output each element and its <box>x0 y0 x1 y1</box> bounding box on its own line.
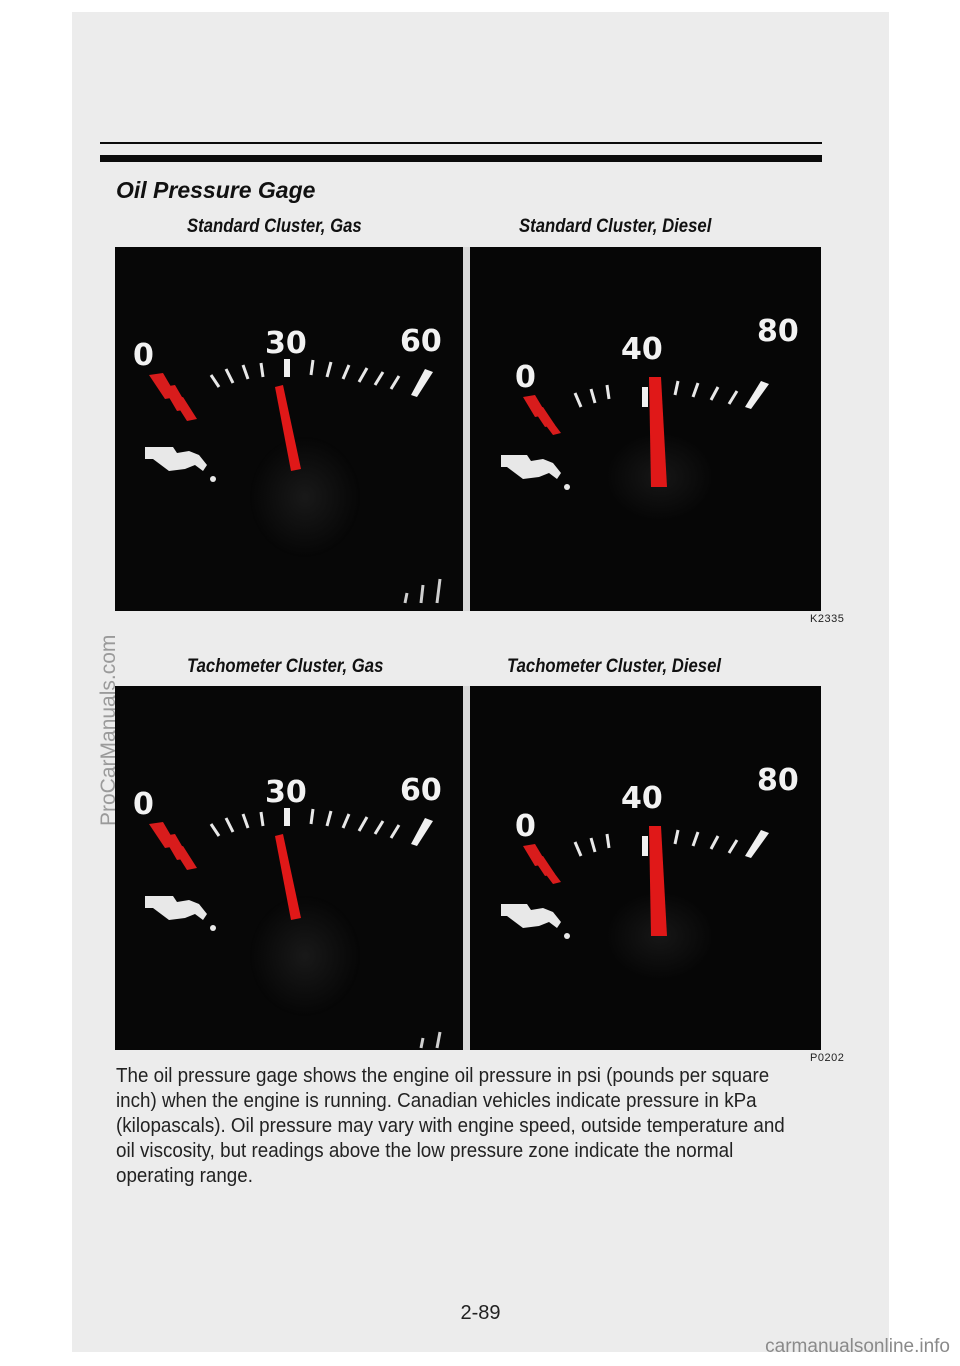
figure-code: P0202 <box>810 1052 845 1064</box>
panel-divider <box>463 686 470 1050</box>
gauge-label-mid: 40 <box>621 332 663 367</box>
page-number: 2-89 <box>460 1302 501 1324</box>
gauge-label-max: 80 <box>757 314 799 349</box>
caption-tachometer-gas: Tachometer Cluster, Gas <box>187 656 384 677</box>
gauge-diesel-tachometer <box>470 686 821 1050</box>
figure-standard-cluster <box>115 247 821 611</box>
section-title: Oil Pressure Gage <box>116 177 316 203</box>
gauge-label-min: 0 <box>133 787 154 822</box>
manual-page <box>72 12 889 1352</box>
caption-standard-diesel: Standard Cluster, Diesel <box>519 216 712 237</box>
gauge-gas-tachometer <box>115 686 463 1050</box>
gauge-label-max: 60 <box>400 324 442 359</box>
panel-divider <box>463 247 470 611</box>
gauge-label-mid: 30 <box>265 326 307 361</box>
figure-code: K2335 <box>810 613 845 625</box>
tachometer-cluster-photo <box>115 686 821 1050</box>
gauge-label-max: 80 <box>757 763 799 798</box>
header-rule-thin <box>100 142 822 144</box>
body-paragraph: The oil pressure gage shows the engine oil pressure in psi (pounds per square inch) when the engine is running. Canadian vehicles indicate pressure in kPa (kilopascals). Oil pressure may vary with engine speed, outside temperature and oil viscosity, but readings above the low pressure zone indicate the normal operating range. <box>116 1065 785 1187</box>
header-rule-thick <box>100 155 822 162</box>
caption-standard-gas: Standard Cluster, Gas <box>187 216 362 237</box>
gauge-label-max: 60 <box>400 773 442 808</box>
gauge-label-mid: 40 <box>621 781 663 816</box>
corner-watermark: carmanualsonline.info <box>765 1336 950 1357</box>
side-watermark: ProCarManuals.com <box>97 634 120 826</box>
caption-tachometer-diesel: Tachometer Cluster, Diesel <box>507 656 722 677</box>
gauge-label-min: 0 <box>133 338 154 373</box>
gauge-gas-standard <box>115 247 463 611</box>
gauge-label-min: 0 <box>515 809 536 844</box>
figure-tachometer-cluster <box>115 686 821 1050</box>
standard-cluster-photo <box>115 247 821 611</box>
gauge-label-min: 0 <box>515 360 536 395</box>
gauge-diesel-standard <box>470 247 821 611</box>
gauge-label-mid: 30 <box>265 775 307 810</box>
